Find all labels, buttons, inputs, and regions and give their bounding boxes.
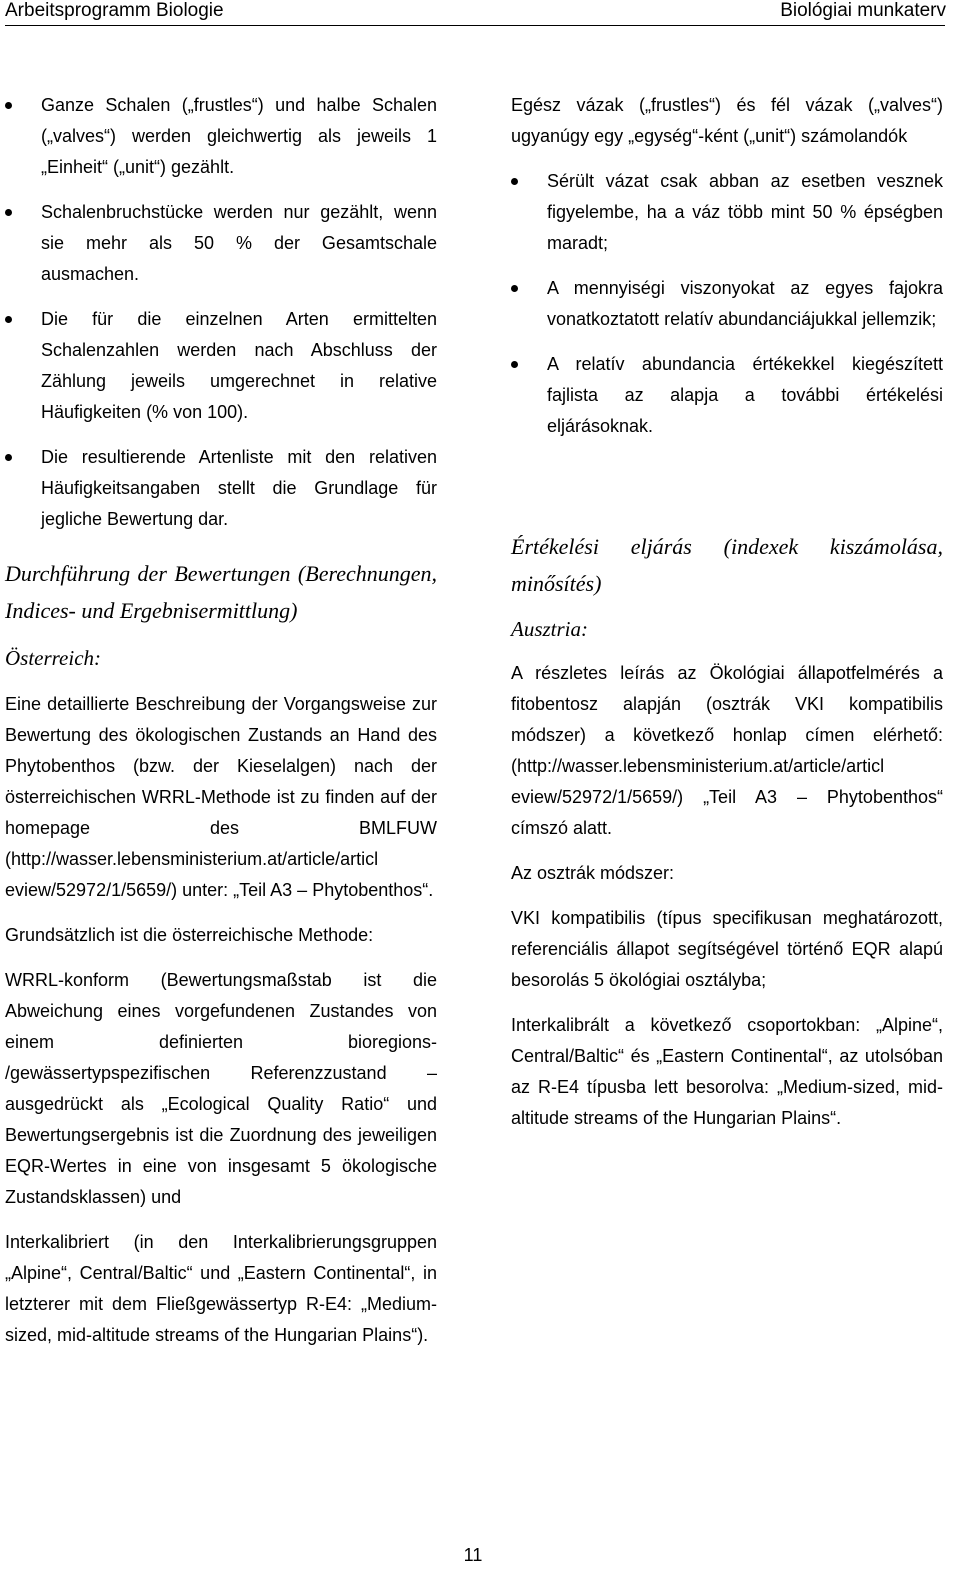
bullet-icon [511, 178, 518, 185]
paragraph-intercalibrated: Interkalibrált a következő csoportokban: „Alpine“, Central/Baltic“ és „Eastern Continental“, az utolsóban az R-E4 típusba lett besorolva: „Medium-sized, mid-altitude streams of the Hungarian Plains“. [511, 1015, 943, 1128]
paragraph-vki-compatible: VKI kompatibilis (típus specifikusan meghatározott, referenciális állapot segítségével történő EQR alapú besorolás 5 ökológiai osztályba; [511, 908, 943, 990]
section-heading-hungarian: Értékelési eljárás (indexek kiszámolása, minősítés) [511, 534, 943, 596]
header-title-hungarian: Biológiai munkaterv [780, 0, 946, 21]
list-item-text: A relatív abundancia értékekkel kiegészített fajlista az alapja a további értékelési eljárásoknak. [547, 354, 943, 436]
bullet-icon [511, 361, 518, 368]
list-item [511, 349, 943, 442]
list-item-text: Sérült vázat csak abban az esetben vesznek figyelembe, ha a váz több mint 50 % épségben maradt; [547, 171, 943, 253]
page-header [0, 0, 960, 22]
bullet-icon [5, 102, 12, 109]
paragraph-intro: Egész vázak („frustles“) és fél vázak („valves“) ugyanúgy egy „egység“-ként („unit“) számolandók [511, 95, 943, 146]
paragraph-method-intro: Az osztrák módszer: [511, 863, 675, 883]
list-item-text: Schalenbruchstücke werden nur gezählt, wenn sie mehr als 50 % der Gesamtschale ausmachen. [41, 202, 437, 284]
country-heading-ausztria: Ausztria: [511, 617, 589, 641]
paragraph-description: Eine detaillierte Beschreibung der Vorgangsweise zur Bewertung des ökologischen Zustands an Hand des Phytobenthos (bzw. der Kieselalgen) nach der österreichischen WRRL-Methode ist zu finden auf der homepage des BMLFUW (http://wasser.lebensministerium.at/article/articl eview/52972/1/5659/) unter: „Teil A3 – Phytobenthos“. [5, 694, 437, 900]
list-item-text: Die resultierende Artenliste mit den relativen Häufigkeitsangaben stellt die Grundlage für jegliche Bewertung dar. [41, 447, 437, 529]
paragraph-method-intro: Grundsätzlich ist die österreichische Methode: [5, 925, 374, 945]
list-item-text: Die für die einzelnen Arten ermittelten Schalenzahlen werden nach Abschluss der Zählung jeweils umgerechnet in relative Häufigkeiten (% von 100). [41, 309, 437, 422]
paragraph-description: A részletes leírás az Ökológiai állapotfelmérés a fitobentosz alapján (osztrák VKI kompatibilis módszer) a következő honlap címen elérhető: (http://wasser.lebensministerium.at/article/articl eview/52972/1/5659/) „Teil A3 – Phytobenthos“ címszó alatt. [511, 663, 943, 838]
list-item-text: A mennyiségi viszonyokat az egyes fajokra vonatkoztatott relatív abundanciájukkal jellemzik; [547, 278, 943, 329]
right-column-hungarian [511, 90, 943, 1134]
bullet-icon [5, 209, 12, 216]
left-column-german [5, 90, 437, 1351]
list-item [5, 442, 437, 535]
paragraph-wrrl-conform: WRRL-konform (Bewertungsmaßstab ist die Abweichung eines vorgefundenen Zustandes von einem definierten bioregions- /gewässertypspezifischen Referenzzustand – ausgedrückt als „Ecological Quality Ratio“ und Bewertungsergebnis ist die Zuordnung des jeweiligen EQR-Wertes in eine von insgesamt 5 ökologische Zustandsklassen) und [5, 970, 437, 1207]
list-item [511, 166, 943, 259]
country-heading-austria: Österreich: [5, 646, 102, 670]
list-item [511, 273, 943, 335]
paragraph-intercalibrated: Interkalibriert (in den Interkalibrierungsgruppen „Alpine“, Central/Baltic“ und „Eastern Continental“, in letzterer mit dem Fließgewässertyp R-E4: „Medium-sized, mid-altitude streams of the Hungarian Plains“). [5, 1232, 437, 1345]
list-item [5, 197, 437, 290]
header-title-german: Arbeitsprogramm Biologie [5, 0, 224, 21]
bullet-icon [5, 316, 12, 323]
list-item [5, 90, 437, 183]
list-item-text: Ganze Schalen („frustles“) und halbe Schalen („valves“) werden gleichwertig als jeweils 1 „Einheit“ („unit“) gezählt. [41, 95, 437, 177]
header-divider [5, 25, 945, 26]
page-number: 11 [463, 1545, 483, 1565]
bullet-icon [5, 454, 12, 461]
section-heading-german: Durchführung der Bewertungen (Berechnungen, Indices- und Ergebnisermittlung) [5, 561, 437, 623]
bullet-list-german [5, 90, 437, 535]
bullet-list-hungarian [511, 166, 943, 442]
list-item [5, 304, 437, 428]
bullet-icon [511, 285, 518, 292]
